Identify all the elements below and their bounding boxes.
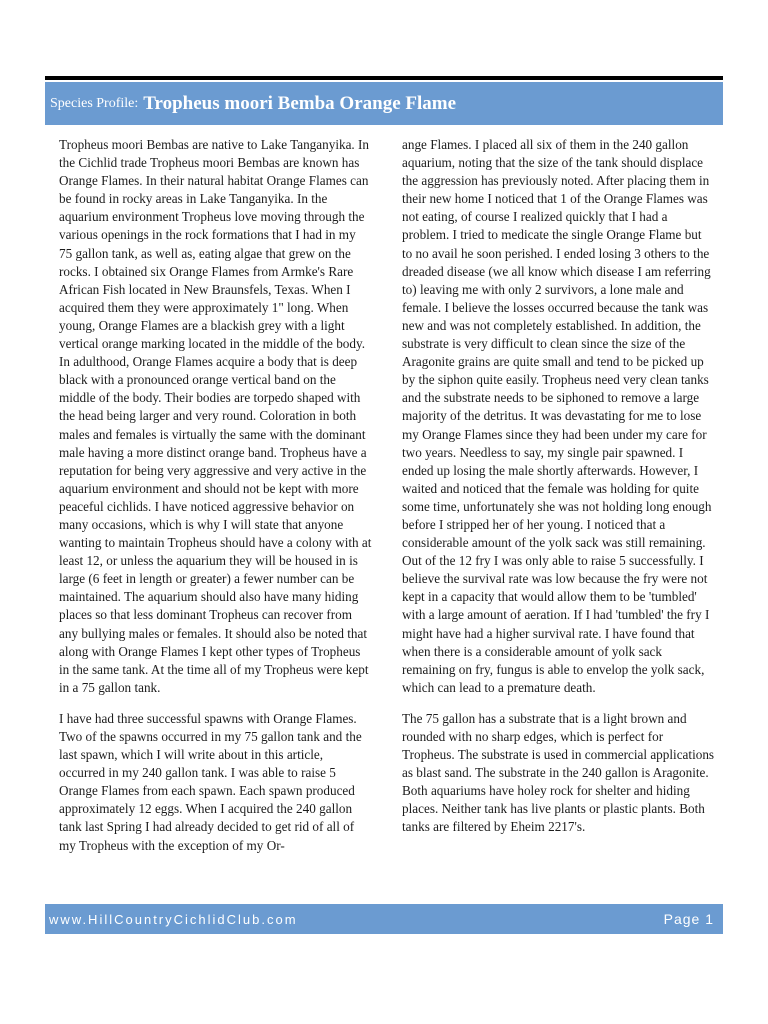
- section-label: Species Profile:: [50, 95, 139, 111]
- footer-url-link[interactable]: www.HillCountryCichlidClub.com: [49, 911, 298, 927]
- right-column: [402, 136, 715, 850]
- footer-band: [45, 904, 723, 934]
- paragraph: ange Flames. I placed all six of them in the 240 gallon aquarium, noting that the size of the tank should displace the aggression has previously noted. After placing them in their new home I noticed that 1 of the Orange Flames was not eating, of course I realized quickly that I had a problem. I tried to medicate the single Orange Flame but to no avail he soon perished. I ended losing 3 others to the dreaded disease (we all know which disease I am referring to) leaving me with only 2 survivors, a lone male and female. I believe the losses occurred because the tank was new and was not completely established. In addition, the substrate is very difficult to clean since the size of the Aragonite grains are quite small and tend to be picked up by the siphon quite easily. Tropheus need very clean tanks and the substrate needs to be siphoned to remove a large majority of the detritus. It was devastating for me to lose my Orange Flames since they had been under my care for two years. Needless to say, my single pair spawned. I ended up losing the male shortly afterwards. However, I waited and noticed that the female was holding for quite some time, unfortunately she was not holding long enough before I stripped her of her young. I noticed that a considerable amount of the yolk sack was still remaining. Out of the 12 fry I was only able to raise 5 successfully. I believe the survival rate was low because the fry were not kept in a capacity that would allow them to be 'tumbled' with a large amount of aeration. If I had 'tumbled' the fry I might have had a higher survival rate. I have found that when there is a considerable amount of yolk sack remaining on fry, fungus is able to envelop the yolk sack, which can lead to a premature death.: [402, 137, 712, 695]
- left-column: [59, 136, 372, 868]
- top-rule: [45, 76, 723, 80]
- article-title: Tropheus moori Bemba Orange Flame: [143, 92, 457, 114]
- header-band: [45, 82, 723, 125]
- paragraph: The 75 gallon has a substrate that is a light brown and rounded with no sharp edges, which is perfect for Tropheus. The substrate is used in commercial applications as blast sand. The substrate in the 240 gallon is Aragonite. Both aquariums have holey rock for shelter and hiding places. Neither tank has live plants or plastic plants. Both tanks are filtered by Eheim 2217's.: [402, 710, 715, 835]
- paragraph: Tropheus moori Bembas are native to Lake Tanganyika. In the Cichlid trade Tropheus moori Bembas are known has Orange Flames. In their natural habitat Orange Flames can be found in rocky areas in Lake Tanganyika. In the aquarium environment Tropheus love moving through the various openings in the rock formations that I had in my 75 gallon tank, as well as, eating algae that grew on the rocks. I obtained six Orange Flames from Armke's Rare African Fish located in New Braunsfels, Texas. When I acquired them they were approximately 1" long. When young, Orange Flames are a blackish grey with a light vertical orange marking located in the middle of the body. In adulthood, Orange Flames acquire a body that is deep black with a pronounced orange vertical band on the middle of the body. Their bodies are torpedo shaped with the head being larger and very round. Coloration in both males and females is virtually the same with the dominant male having a more distinct orange band. Tropheus have a reputation for being very aggressive and very active in the aquarium environment and should not be kept with more peaceful cichlids. I have noticed aggressive behavior on many occasions, which is why I will state that anyone wanting to maintain Tropheus should have a colony with at least 12, or unless the aquarium they will be housed in is large (6 feet in length or greater) a fewer number can be maintained. The aquarium should also have many hiding places so that less dominant Tropheus can recover from any bullying males or females. It should also be noted that along with Orange Flames I kept other types of Tropheus in the same tank. At the time all of my Tropheus were kept in a 75 gallon tank.: [59, 137, 372, 695]
- paragraph: I have had three successful spawns with Orange Flames. Two of the spawns occurred in my 75 gallon tank and the last spawn, which I will write about in this article, occurred in my 240 gallon tank. I was able to raise 5 Orange Flames from each spawn. Each spawn produced approximately 12 eggs. When I acquired the 240 gallon tank last Spring I had already decided to get rid of all of my Tropheus with the exception of my Or-: [59, 710, 362, 853]
- page-number: Page 1: [663, 911, 714, 927]
